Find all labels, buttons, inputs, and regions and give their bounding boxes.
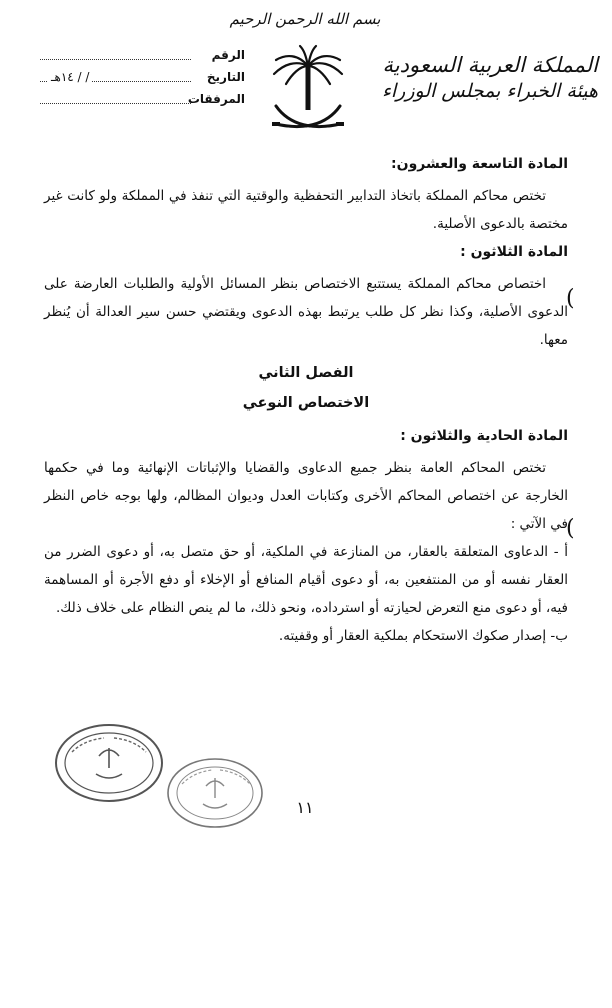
article-30-title: المادة الثلاثون :: [460, 244, 568, 260]
article-30-text: اختصاص محاكم المملكة يستتبع الاختصاص بنظر المسائل الأولية والطلبات العارضة على الدعوى الأصلية، وكذا نظر كل طلب يرتبط بهذه الدعوى ويقتضي حسن سير العدالة أن يُنظر معها.: [44, 276, 568, 348]
item-b-text: ب- إصدار صكوك الاستحكام بملكية العقار أو وقفيته.: [278, 628, 568, 644]
attachments-label: المرفقات: [187, 92, 245, 106]
palm-swords-emblem-icon: [268, 44, 348, 136]
page-number: ١١: [296, 798, 314, 817]
dotted-line: [40, 59, 191, 60]
basmala: بسم الله الرحمن الرحيم: [229, 10, 381, 28]
date-row: [40, 70, 245, 92]
official-seal-icon: [166, 756, 264, 830]
chapter-title: الفصل الثاني: [258, 365, 354, 381]
article-31-text: تختص المحاكم العامة بنظر جميع الدعاوى والقضايا والإثباتات الإنهائية وما في حكمها الخارجة عن اختصاص المحاكم الأخرى وكتابات العدل وديوان المظالم، ولها بوجه خاص النظر في الآتي :: [44, 460, 568, 532]
document-body: [44, 150, 568, 650]
date-value: / / ١٤هـ: [48, 70, 92, 84]
official-seal-icon: [54, 722, 164, 804]
article-29-text: تختص محاكم المملكة باتخاذ التدابير التحفظية والوقتية التي تنفذ في المملكة ولو كانت غير مختصة بالدعوى الأصلية.: [44, 188, 568, 232]
margin-mark-icon: (: [566, 286, 575, 311]
chapter-subtitle: الاختصاص النوعي: [242, 395, 370, 411]
dotted-line: [40, 103, 191, 104]
margin-mark-icon: (: [566, 516, 575, 541]
item-a-text: أ - الدعاوى المتعلقة بالعقار، من المنازعة في الملكية، أو حق متصل به، أو دعوى الضرر من العقار نفسه أو من المنتفعين به، أو دعوى أقيام المنافع أو الإخلاء أو دفع الأجرة أو المساهمة فيه، أو دعوى منع التعرض لحيازته أو استرداده، ونحو ذلك، ما لم ينص النظام على خلاف ذلك.: [44, 544, 568, 616]
org-country: المملكة العربية السعودية: [382, 53, 598, 77]
organization-name: [348, 52, 598, 104]
org-department: هيئة الخبراء بمجلس الوزراء: [381, 80, 598, 102]
reference-block: [40, 48, 245, 114]
attachments-row: [40, 92, 245, 114]
article-31-title: المادة الحادية والثلاثون :: [400, 428, 568, 444]
reference-number-row: [40, 48, 245, 70]
reference-label: الرقم: [211, 48, 245, 62]
date-label: التاريخ: [206, 70, 245, 84]
article-29-title: المادة التاسعة والعشرون:: [391, 156, 568, 172]
